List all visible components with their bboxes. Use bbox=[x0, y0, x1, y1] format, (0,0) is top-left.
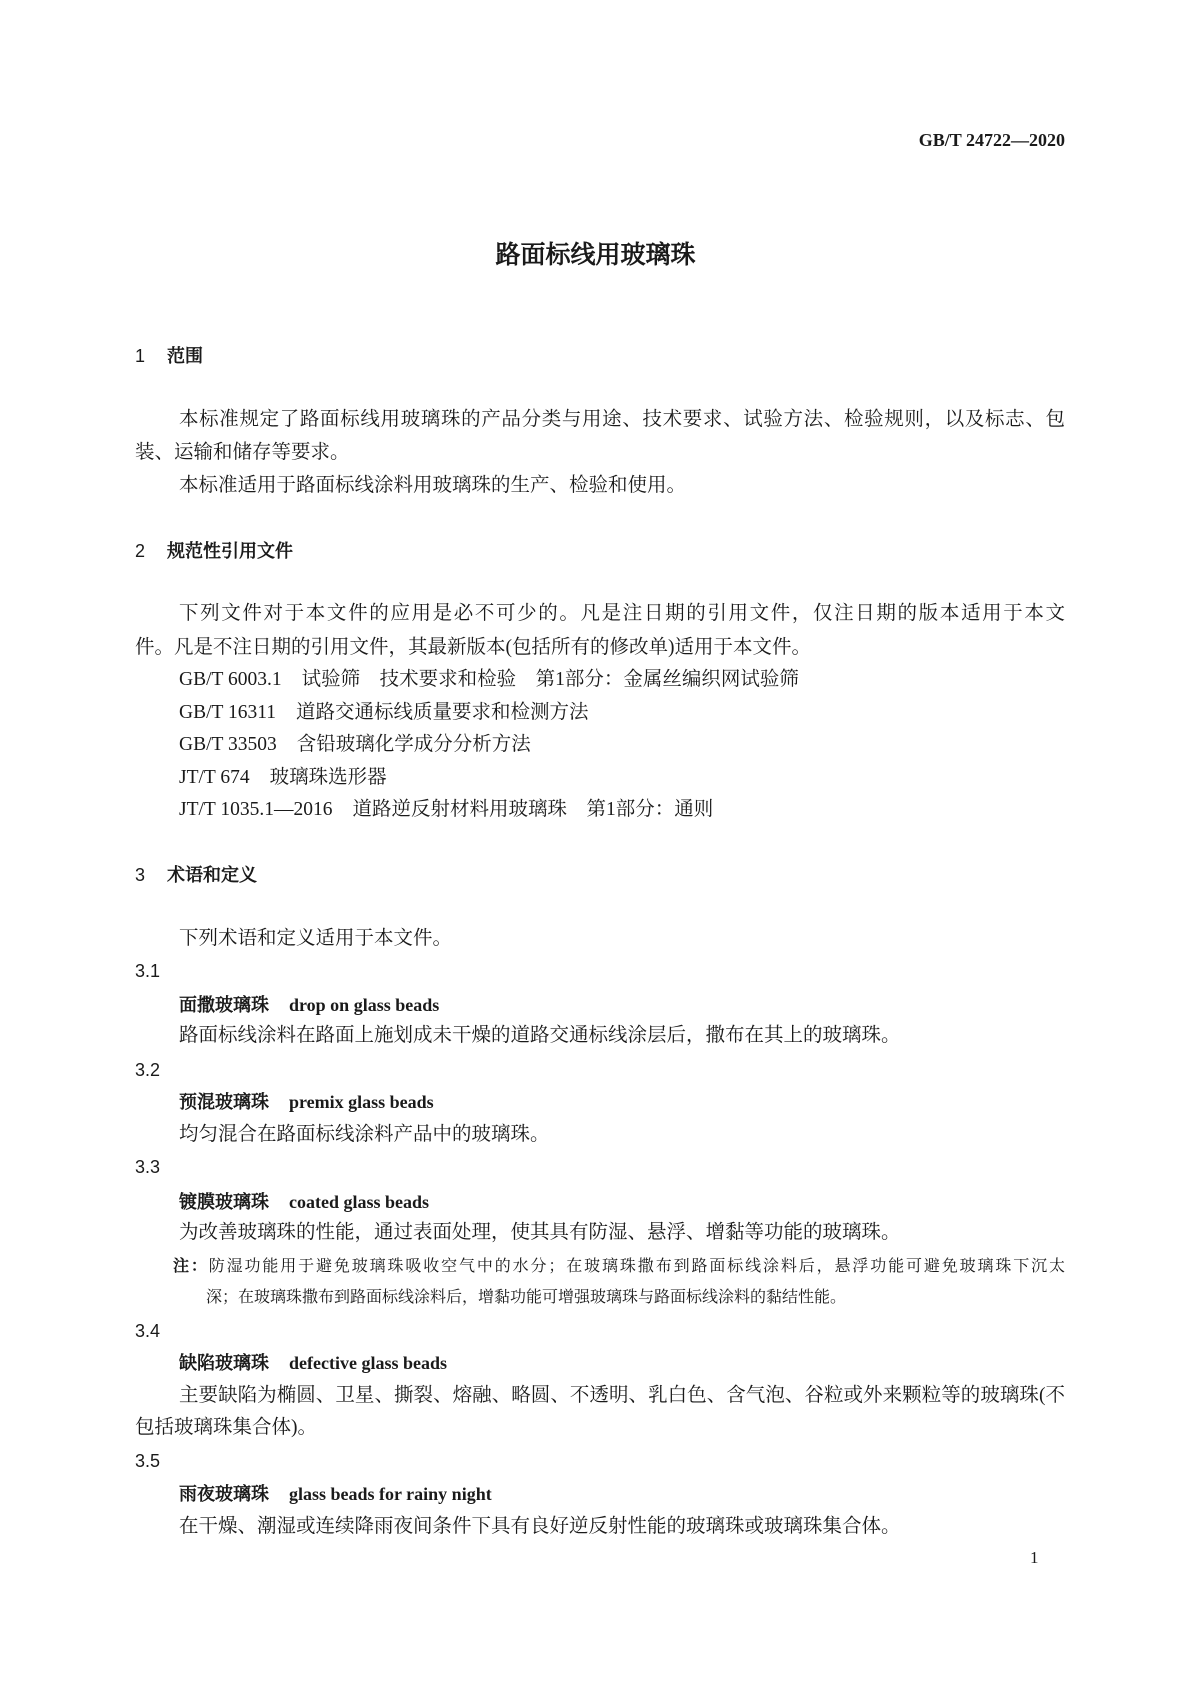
reference-code: GB/T 6003.1 bbox=[179, 669, 282, 690]
term-en: coated glass beads bbox=[289, 1192, 430, 1212]
term-number: 3.2 bbox=[135, 1060, 161, 1080]
term-number: 3.1 bbox=[135, 961, 161, 981]
section-1-heading bbox=[135, 344, 203, 368]
term-zh: 镀膜玻璃珠 bbox=[179, 1192, 269, 1212]
note bbox=[173, 1255, 1065, 1279]
note-label: 注： bbox=[173, 1258, 209, 1275]
term-zh: 雨夜玻璃珠 bbox=[179, 1484, 269, 1504]
term-zh: 预混玻璃珠 bbox=[179, 1092, 269, 1112]
term-title bbox=[179, 993, 439, 1017]
term-number: 3.4 bbox=[135, 1321, 161, 1341]
reference-item bbox=[179, 766, 387, 790]
term-title bbox=[179, 1482, 492, 1506]
term-en: drop on glass beads bbox=[289, 995, 440, 1015]
term-number: 3.5 bbox=[135, 1451, 161, 1471]
document-title: 路面标线用玻璃珠 bbox=[495, 241, 696, 269]
term-definition: 主要缺陷为椭圆、卫星、撕裂、熔融、略圆、不透明、乳白色、含气泡、谷粒或外来颗粒等的玻璃珠(不 bbox=[179, 1385, 1065, 1406]
term-title bbox=[179, 1190, 429, 1214]
reference-item bbox=[179, 798, 713, 822]
reference-title: 道路逆反射材料用玻璃珠 第1部分：通则 bbox=[352, 799, 714, 820]
note-text: 深；在玻璃珠撒布到路面标线涂料后，增黏功能可增强玻璃珠与路面标线涂料的黏结性能。 bbox=[206, 1289, 847, 1306]
reference-title: 含铅玻璃化学成分分析方法 bbox=[296, 734, 531, 755]
reference-code: GB/T 33503 bbox=[179, 734, 277, 755]
paragraph-line: 件。凡是不注日期的引用文件，其最新版本(包括所有的修改单)适用于本文件。 bbox=[135, 637, 811, 658]
paragraph-line: 装、运输和储存等要求。 bbox=[135, 442, 350, 463]
paragraph-line: 下列文件对于本文件的应用是必不可少的。凡是注日期的引用文件，仅注日期的版本适用于本文 bbox=[179, 603, 1065, 624]
section-number: 1 bbox=[135, 346, 146, 366]
section-2-heading bbox=[135, 539, 293, 563]
term-zh: 缺陷玻璃珠 bbox=[179, 1353, 269, 1373]
section-title: 术语和定义 bbox=[167, 865, 257, 885]
section-3-heading bbox=[135, 863, 257, 887]
paragraph-line: 本标准规定了路面标线用玻璃珠的产品分类与用途、技术要求、试验方法、检验规则，以及标志、包 bbox=[179, 409, 1065, 430]
term-en: glass beads for rainy night bbox=[289, 1484, 492, 1504]
term-number: 3.3 bbox=[135, 1157, 161, 1177]
reference-item bbox=[179, 701, 588, 725]
term-definition: 为改善玻璃珠的性能，通过表面处理，使其具有防湿、悬浮、增黏等功能的玻璃珠。 bbox=[179, 1222, 901, 1243]
term-en: defective glass beads bbox=[289, 1353, 447, 1373]
reference-title: 玻璃珠选形器 bbox=[269, 767, 387, 788]
term-title bbox=[179, 1090, 434, 1114]
reference-item bbox=[179, 668, 799, 692]
reference-code: JT/T 1035.1—2016 bbox=[179, 799, 333, 820]
term-zh: 面撒玻璃珠 bbox=[179, 995, 269, 1015]
paragraph-line: 本标准适用于路面标线涂料用玻璃珠的生产、检验和使用。 bbox=[179, 475, 687, 496]
reference-title: 道路交通标线质量要求和检测方法 bbox=[295, 702, 589, 723]
section-title: 规范性引用文件 bbox=[167, 541, 293, 561]
term-definition: 均匀混合在路面标线涂料产品中的玻璃珠。 bbox=[179, 1124, 550, 1145]
section-title: 范围 bbox=[167, 346, 203, 366]
reference-title: 试验筛 技术要求和检验 第1部分：金属丝编织网试验筛 bbox=[301, 669, 799, 690]
reference-code: JT/T 674 bbox=[179, 767, 250, 788]
term-definition: 路面标线涂料在路面上施划成未干燥的道路交通标线涂层后，撒布在其上的玻璃珠。 bbox=[179, 1025, 901, 1046]
reference-code: GB/T 16311 bbox=[179, 702, 276, 723]
note-text: 防湿功能用于避免玻璃珠吸收空气中的水分；在玻璃珠撒布到路面标线涂料后，悬浮功能可避免玻璃珠下沉太 bbox=[208, 1258, 1065, 1275]
section-number: 3 bbox=[135, 865, 146, 885]
paragraph-line: 下列术语和定义适用于本文件。 bbox=[179, 928, 453, 949]
page-number: 1 bbox=[1030, 1548, 1039, 1567]
term-definition: 在干燥、潮湿或连续降雨夜间条件下具有良好逆反射性能的玻璃珠或玻璃珠集合体。 bbox=[179, 1516, 901, 1537]
term-title bbox=[179, 1351, 447, 1375]
term-definition: 包括玻璃珠集合体)。 bbox=[135, 1417, 317, 1438]
section-number: 2 bbox=[135, 541, 146, 561]
standard-number: GB/T 24722—2020 bbox=[918, 130, 1065, 150]
reference-item bbox=[179, 733, 531, 757]
term-en: premix glass beads bbox=[289, 1092, 434, 1112]
